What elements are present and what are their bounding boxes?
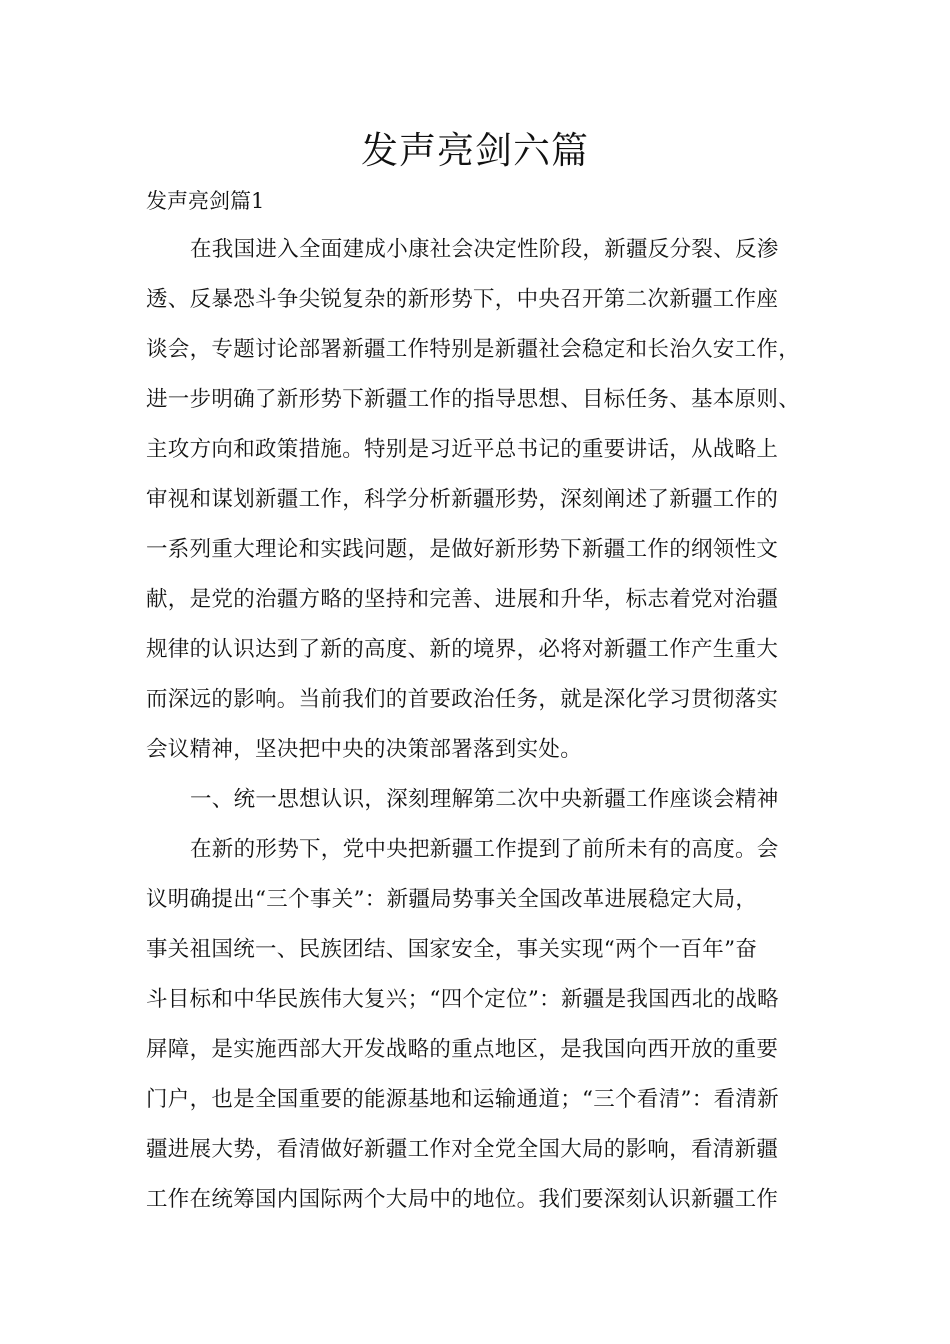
text-line: 在我国进入全面建成小康社会决定性阶段，新疆反分裂、反渗 bbox=[190, 237, 779, 262]
text-line: 工作在统筹国内国际两个大局中的地位。我们要深刻认识新疆工作 bbox=[146, 1187, 779, 1212]
text-line: 谈会，专题讨论部署新疆工作特别是新疆社会稳定和长治久安工作， bbox=[146, 337, 801, 362]
text-line: 审视和谋划新疆工作，科学分析新疆形势，深刻阐述了新疆工作的 bbox=[146, 487, 779, 512]
text-line: 会议精神，坚决把中央的决策部署落到实处。 bbox=[146, 737, 583, 762]
text-line: 主攻方向和政策措施。特别是习近平总书记的重要讲话，从战略上 bbox=[146, 437, 779, 462]
text-line: 屏障，是实施西部大开发战略的重点地区，是我国向西开放的重要 bbox=[146, 1037, 779, 1062]
text-line: 议明确提出“三个事关”：新疆局势事关全国改革进展稳定大局， bbox=[146, 887, 758, 912]
text-line: 在新的形势下，党中央把新疆工作提到了前所未有的高度。会 bbox=[190, 837, 779, 862]
text-line: 献，是党的治疆方略的坚持和完善、进展和升华，标志着党对治疆 bbox=[146, 587, 779, 612]
text-line: 事关祖国统一、民族团结、国家安全，事关实现“两个一百年”奋 bbox=[146, 937, 758, 962]
section-heading: 发声亮剑篇1 bbox=[146, 189, 265, 213]
text-line: 疆进展大势，看清做好新疆工作对全党全国大局的影响，看清新疆 bbox=[146, 1137, 779, 1162]
text-line: 而深远的影响。当前我们的首要政治任务，就是深化学习贯彻落实 bbox=[146, 687, 779, 712]
text-line: 进一步明确了新形势下新疆工作的指导思想、目标任务、基本原则、 bbox=[146, 387, 801, 412]
text-line: 透、反暴恐斗争尖锐复杂的新形势下，中央召开第二次新疆工作座 bbox=[146, 287, 779, 312]
text-line: 斗目标和中华民族伟大复兴；“四个定位”：新疆是我国西北的战略 bbox=[146, 987, 779, 1012]
document-title: 发声亮剑六篇 bbox=[361, 129, 589, 172]
subheading-line: 一、统一思想认识，深刻理解第二次中央新疆工作座谈会精神 bbox=[190, 787, 779, 812]
text-line: 门户，也是全国重要的能源基地和运输通道；“三个看清”：看清新 bbox=[146, 1087, 779, 1112]
text-line: 一系列重大理论和实践问题，是做好新形势下新疆工作的纲领性文 bbox=[146, 537, 779, 562]
text-line: 规律的认识达到了新的高度、新的境界，必将对新疆工作产生重大 bbox=[146, 637, 779, 662]
